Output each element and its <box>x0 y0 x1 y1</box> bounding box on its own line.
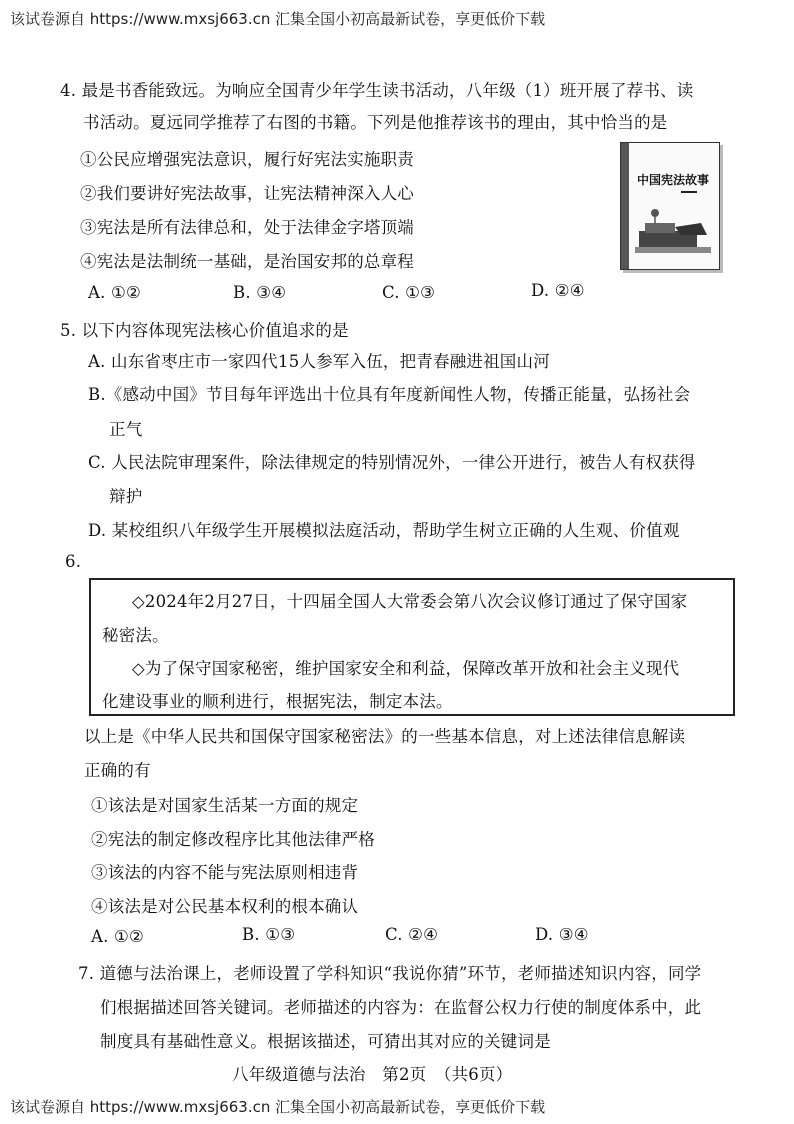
q7-stem-line3: 制度具有基础性意义。根据该描述，可猜出其对应的关键词是 <box>100 1032 551 1051</box>
q5-option-d: D. 某校组织八年级学生开展模拟法庭活动，帮助学生树立正确的人生观、价值观 <box>88 521 680 540</box>
q4-stem-line1: 4. 最是书香能致远。为响应全国青少年学生读书活动，八年级（1）班开展了荐书、读 <box>60 81 694 100</box>
q6-material-1-cont: 秘密法。 <box>102 626 169 645</box>
page-footer: 八年级道德与法治 第2页 （共6页） <box>232 1065 513 1084</box>
book-title: 中国宪法故事 <box>637 173 710 187</box>
watermark-bottom: 该试卷源自 https://www.mxsj663.cn 汇集全国小初高最新试卷，享更低价下载 <box>10 1098 546 1116</box>
book-illustration-icon <box>635 205 713 257</box>
q5-option-b: B.《感动中国》节目每年评选出十位具有年度新闻性人物，传播正能量，弘扬社会 <box>88 385 691 404</box>
q4-option-d: D. ②④ <box>531 281 585 300</box>
q6-item-1: ①该法是对国家生活某一方面的规定 <box>91 796 359 815</box>
q5-option-c-cont: 辩护 <box>109 487 143 506</box>
q6-option-a: A. ①② <box>91 927 144 946</box>
q6-stem-line1: 以上是《中华人民共和国保守国家秘密法》的一些基本信息，对上述法律信息解读 <box>84 727 686 746</box>
watermark-top: 该试卷源自 https://www.mxsj663.cn 汇集全国小初高最新试卷，享更低价下载 <box>10 10 546 28</box>
q6-material-2-cont: 化建设事业的顺利进行，根据宪法，制定本法。 <box>102 692 453 711</box>
book-title-underline <box>681 191 697 193</box>
q4-stem-line2: 书活动。夏远同学推荐了右图的书籍。下列是他推荐该书的理由，其中恰当的是 <box>83 113 668 132</box>
book-cover-image <box>620 142 720 270</box>
q4-item-3: ③宪法是所有法律总和，处于法律金字塔顶端 <box>80 218 414 237</box>
q6-material-1: ◇2024年2月27日，十四届全国人大常委会第八次会议修订通过了保守国家 <box>132 592 688 611</box>
book-spine <box>621 143 629 269</box>
q4-option-c: C. ①③ <box>382 283 436 302</box>
q6-option-c: C. ②④ <box>385 925 439 944</box>
q4-item-2: ②我们要讲好宪法故事，让宪法精神深入人心 <box>80 184 414 203</box>
q5-stem: 5. 以下内容体现宪法核心价值追求的是 <box>60 321 349 340</box>
q4-option-b: B. ③④ <box>233 283 287 302</box>
q6-stem-line2: 正确的有 <box>84 761 151 780</box>
q6-item-2: ②宪法的制定修改程序比其他法律严格 <box>91 830 375 849</box>
q6-number: 6. <box>65 552 82 571</box>
q6-item-4: ④该法是对公民基本权利的根本确认 <box>91 897 359 916</box>
q4-option-a: A. ①② <box>88 283 141 302</box>
q4-item-1: ①公民应增强宪法意识，履行好宪法实施职责 <box>80 150 414 169</box>
q7-stem-line1: 7. 道德与法治课上，老师设置了学科知识“我说你猜”环节，老师描述知识内容，同学 <box>78 964 702 983</box>
q5-option-a: A. 山东省枣庄市一家四代15人参军入伍，把青春融进祖国山河 <box>88 352 550 371</box>
q6-option-d: D. ③④ <box>535 925 589 944</box>
q7-stem-line2: 们根据描述回答关键词。老师描述的内容为：在监督公权力行使的制度体系中，此 <box>100 998 702 1017</box>
q6-option-b: B. ①③ <box>242 925 296 944</box>
q6-material-2: ◇为了保守国家秘密，维护国家安全和利益，保障改革开放和社会主义现代 <box>132 659 680 678</box>
q4-item-4: ④宪法是法制统一基础，是治国安邦的总章程 <box>80 252 414 271</box>
q5-option-c: C. 人民法院审理案件，除法律规定的特别情况外，一律公开进行，被告人有权获得 <box>88 453 696 472</box>
q5-option-b-cont: 正气 <box>109 420 143 439</box>
q6-item-3: ③该法的内容不能与宪法原则相违背 <box>91 863 359 882</box>
